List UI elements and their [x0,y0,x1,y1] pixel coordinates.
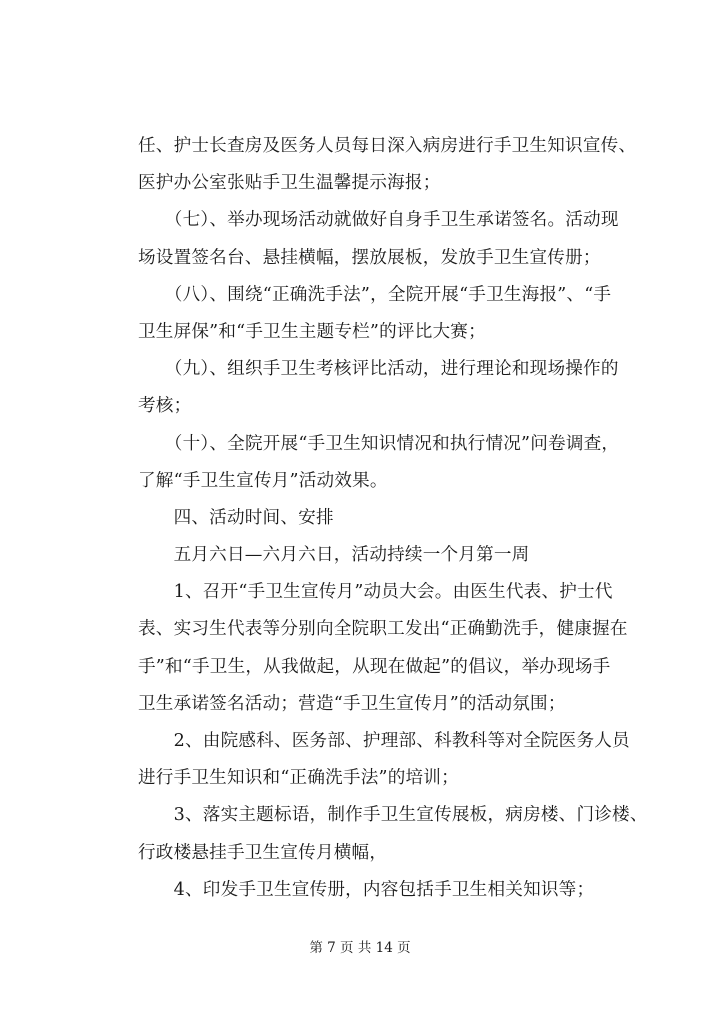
section-heading: 四、活动时间、安排 [138,507,334,528]
text-line: （九）、组织手卫生考核评比活动，进行理论和现场操作的 [138,359,619,380]
text-line: 卫生屏保”和“手卫生主题专栏”的评比大赛； [138,321,486,342]
text-line: 任、护士长查房及医务人员每日深入病房进行手卫生知识宣传、 [138,136,637,156]
page-number-footer: 第 7 页 共 14 页 [309,940,411,956]
text-line: （十）、全院开展“手卫生知识情况和执行情况”问卷调查， [138,433,620,454]
text-line: 行政楼悬挂手卫生宣传月横幅， [138,842,388,863]
text-line: 进行手卫生知识和“正确洗手法”的培训； [138,768,459,789]
text-line: 医护办公室张贴手卫生温馨提示海报； [138,173,441,194]
text-line: 4、印发手卫生宣传册，内容包括手卫生相关知识等； [138,879,595,900]
text-line: 五月六日—六月六日，活动持续一个月第一周 [138,545,530,566]
text-line: 3、落实主题标语，制作手卫生宣传展板，病房楼、门诊楼、 [138,805,648,826]
text-line: 卫生承诺签名活动；营造“手卫生宣传月”的活动氛围； [138,693,566,714]
text-line: （七）、举办现场活动就做好自身手卫生承诺签名。活动现 [138,210,619,231]
text-line: （八）、围绕“正确洗手法”，全院开展“手卫生海报”、“手 [138,284,612,305]
document-body [138,128,648,909]
text-line: 2、由院感科、医务部、护理部、科教科等对全院医务人员 [138,731,630,751]
text-line: 场设置签名台、悬挂横幅，摆放展板，发放手卫生宣传册； [138,247,601,268]
text-line: 表、实习生代表等分别向全院职工发出“正确勤洗手，健康握在 [138,619,628,640]
text-line: 考核； [138,396,192,417]
text-line: 了解“手卫生宣传月”活动效果。 [138,470,388,491]
text-line: 1、召开“手卫生宣传月”动员大会。由医生代表、护士代 [138,582,613,603]
text-line: 手”和“手卫生，从我做起，从现在做起”的倡议，举办现场手 [138,656,611,677]
